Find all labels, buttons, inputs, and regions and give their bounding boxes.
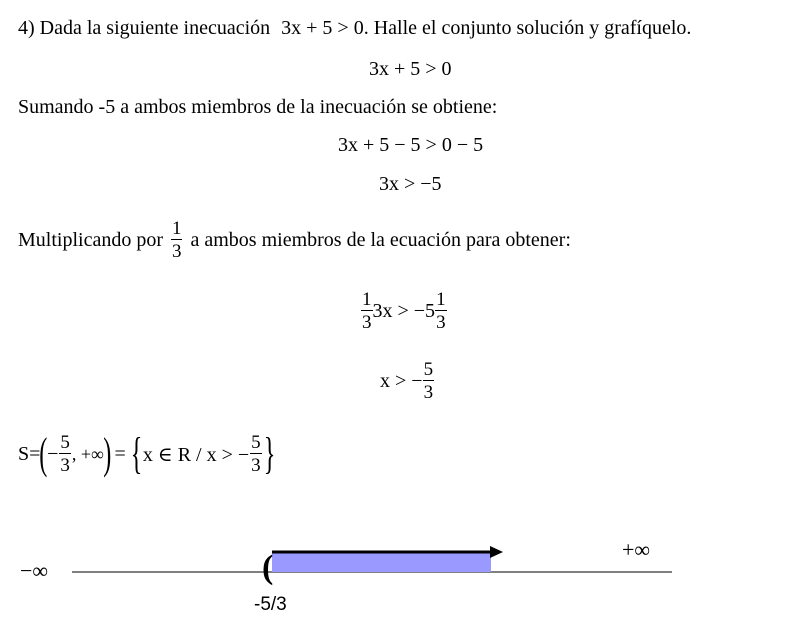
open-bracket: ( xyxy=(262,549,274,586)
interval-open-paren: ( xyxy=(39,429,48,478)
set-fraction: $\frac{5}{3}$ xyxy=(251,432,261,476)
solution-shading xyxy=(272,552,491,572)
explanation-2 xyxy=(18,212,571,268)
interval-fraction: $\frac{5}{3}$ xyxy=(60,432,70,476)
equation-2: 3x + 5 − 5 > 0 − 5 xyxy=(338,134,484,156)
interval-close-paren: ) xyxy=(103,429,112,478)
solution-prefix: S= xyxy=(18,442,41,465)
explanation-2-after: a ambos miembros de la ecuación para obtener: xyxy=(190,228,571,251)
explanation-2-before: Multiplicando por xyxy=(18,228,163,251)
problem-text: Dada la siguiente inecuación xyxy=(39,17,271,39)
equation-1: 3x + 5 > 0 xyxy=(369,58,452,80)
fraction-one-third: $\frac{1}{3}$ xyxy=(171,218,182,262)
number-line xyxy=(0,530,789,627)
set-condition: x ∈ R / x > − xyxy=(142,443,250,466)
interval-minus: − xyxy=(47,442,59,465)
explanation-1: Sumando -5 a ambos miembros de la inecuación se obtiene: xyxy=(18,96,498,118)
interval-right: , +∞ xyxy=(71,443,104,464)
eq4-fraction-left: $\frac{1}{3}$ xyxy=(362,289,372,333)
equation-4 xyxy=(361,283,447,339)
eq5-fraction: $\frac{5}{3}$ xyxy=(423,359,434,403)
pos-infinity-label: +∞ xyxy=(622,537,651,562)
equation-5 xyxy=(380,353,434,409)
problem-statement xyxy=(18,16,691,40)
solution-arrow-head xyxy=(490,546,503,558)
eq4-middle: 3x > −5 xyxy=(372,299,436,322)
set-open-brace: { xyxy=(130,429,143,478)
solution-set xyxy=(18,424,276,484)
problem-number: 4) xyxy=(18,17,35,39)
solution-equals: = xyxy=(114,442,126,465)
problem-inequality: 3x + 5 > 0 xyxy=(281,17,364,39)
neg-infinity-label: −∞ xyxy=(20,558,49,583)
equation-3: 3x > −5 xyxy=(379,173,442,195)
set-close-brace: } xyxy=(263,429,276,478)
problem-text-after: . Halle el conjunto solución y grafíquelo. xyxy=(363,17,692,39)
eq4-fraction-right: $\frac{1}{3}$ xyxy=(436,289,446,333)
eq5-left: x > − xyxy=(380,369,423,392)
point-label: -5/3 xyxy=(254,594,287,615)
